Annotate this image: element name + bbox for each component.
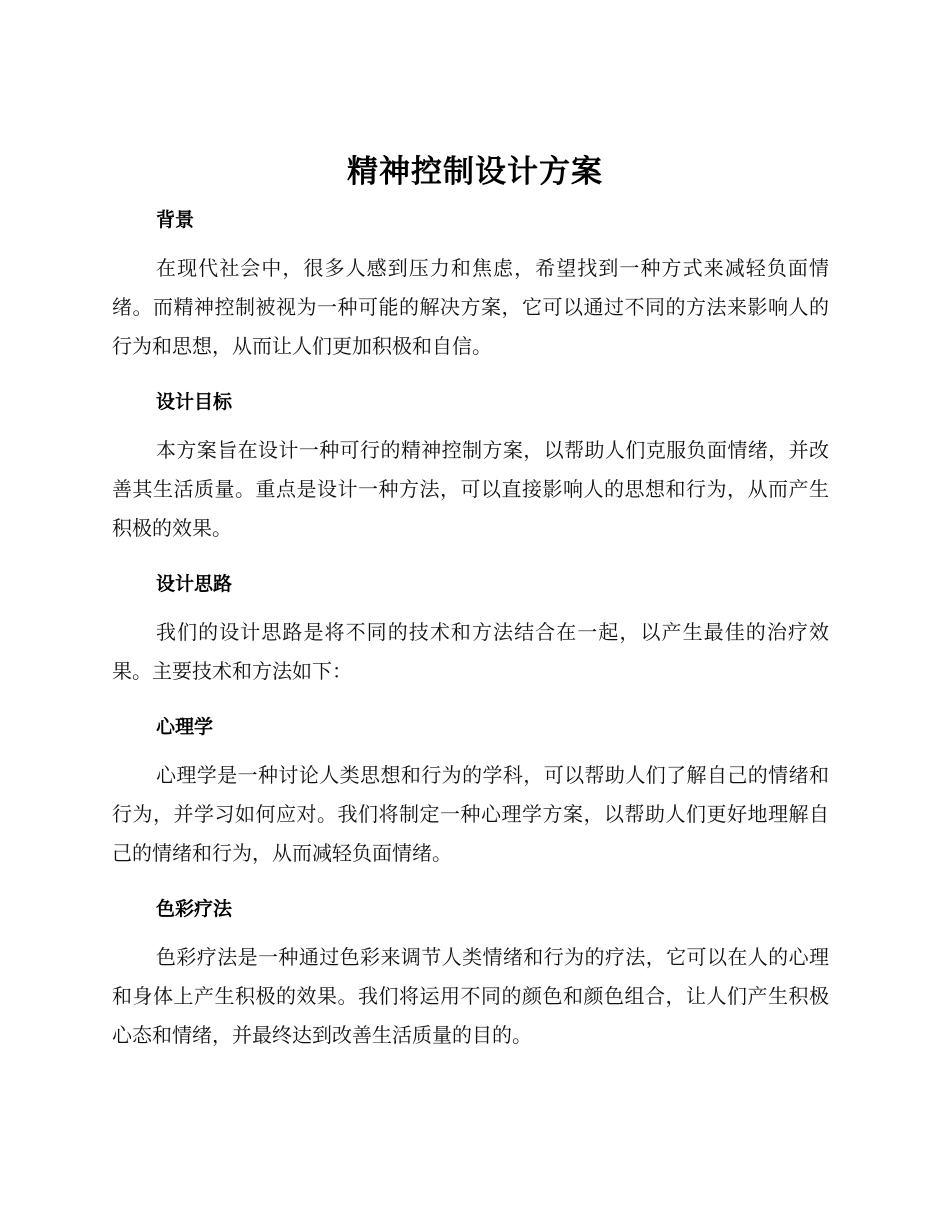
section-paragraph: 心理学是一种讨论人类思想和行为的学科，可以帮助人们了解自己的情绪和行为，并学习如何应对。我们将制定一种心理学方案，以帮助人们更好地理解自己的情绪和行为，从而减轻负面情绪。 — [112, 763, 829, 865]
section-color-therapy — [112, 894, 829, 1055]
section-design-goals — [112, 387, 829, 569]
section-design-approach — [112, 569, 829, 712]
section-heading: 心理学 — [156, 716, 214, 738]
section-paragraph: 本方案旨在设计一种可行的精神控制方案，以帮助人们克服负面情绪，并改善其生活质量。重点是设计一种方法，可以直接影响人的思想和行为，从而产生积极的效果。 — [112, 438, 829, 540]
section-heading: 背景 — [156, 209, 195, 231]
document-body — [112, 205, 829, 1055]
section-heading: 色彩疗法 — [156, 898, 233, 920]
section-heading: 设计目标 — [156, 391, 233, 413]
section-paragraph: 色彩疗法是一种通过色彩来调节人类情绪和行为的疗法，它可以在人的心理和身体上产生积极的效果。我们将运用不同的颜色和颜色组合，让人们产生积极心态和情绪，并最终达到改善生活质量的目的。 — [112, 945, 829, 1047]
section-paragraph: 我们的设计思路是将不同的技术和方法结合在一起，以产生最佳的治疗效果。主要技术和方法如下： — [112, 620, 829, 683]
section-background — [112, 205, 829, 387]
section-paragraph: 在现代社会中，很多人感到压力和焦虑，希望找到一种方式来减轻负面情绪。而精神控制被视为一种可能的解决方案，它可以通过不同的方法来影响人的行为和思想，从而让人们更加积极和自信。 — [112, 256, 829, 358]
section-heading: 设计思路 — [156, 573, 233, 595]
document-title: 精神控制设计方案 — [347, 154, 603, 190]
section-psychology — [112, 712, 829, 894]
